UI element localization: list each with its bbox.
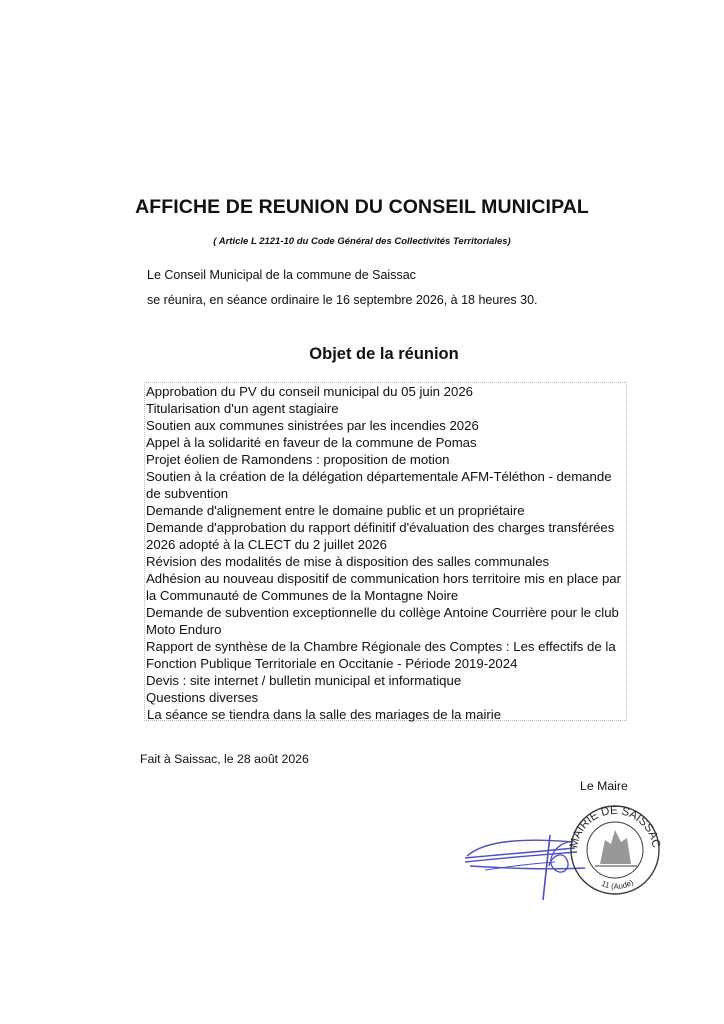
agenda-item: Soutien à la création de la délégation départementale AFM-Téléthon - demande — [146, 469, 612, 484]
agenda-item: Adhésion au nouveau dispositif de communication hors territoire mis en place par — [146, 571, 622, 586]
stamp-text: MAIRIE DE SAISSAC — [568, 804, 662, 850]
agenda-item: Demande de subvention exceptionnelle du collège Antoine Courrière pour le club — [146, 605, 619, 620]
date-place: Fait à Saissac, le 28 août 2026 — [140, 752, 309, 766]
signatory-title: Le Maire — [580, 779, 628, 793]
agenda-item: Fonction Publique Territoriale en Occitanie - Période 2019-2024 — [146, 656, 518, 671]
agenda-item: la Communauté de Communes de la Montagne Noire — [146, 588, 459, 603]
agenda-item: Soutien aux communes sinistrées par les incendies 2026 — [146, 418, 479, 433]
agenda-item: de subvention — [146, 486, 229, 501]
agenda-item: Questions diverses — [146, 690, 259, 705]
agenda-item: Appel à la solidarité en faveur de la commune de Pomas — [146, 435, 477, 450]
agenda-item: Titularisation d'un agent stagiaire — [146, 401, 339, 416]
stamp-bottom: 11 (Aude) — [600, 877, 636, 891]
agenda-item: Devis : site internet / bulletin municipal et informatique — [146, 673, 462, 688]
agenda-item: 2026 adopté à la CLECT du 2 juillet 2026 — [146, 537, 387, 552]
agenda-item: Moto Enduro — [146, 622, 222, 637]
objet-heading: Objet de la réunion — [309, 345, 459, 363]
signature-and-stamp — [455, 800, 675, 910]
mayor-stamp — [568, 805, 662, 894]
agenda-item: Approbation du PV du conseil municipal du 05 juin 2026 — [146, 384, 473, 399]
signature-graphic — [455, 800, 675, 910]
agenda-item: Révision des modalités de mise à disposition des salles communales — [146, 554, 550, 569]
agenda-item: Rapport de synthèse de la Chambre Régionale des Comptes : Les effectifs de la — [146, 639, 616, 654]
agenda-item: Demande d'alignement entre le domaine public et un propriétaire — [146, 503, 525, 518]
legal-reference: ( Article L 2121-10 du Code Général des Collectivités Territoriales) — [213, 236, 511, 247]
closing-statement: La séance se tiendra dans la salle des mariages de la mairie — [147, 707, 502, 722]
intro-line-1: Le Conseil Municipal de la commune de Saissac — [147, 268, 416, 282]
agenda-item: Projet éolien de Ramondens : proposition de motion — [146, 452, 450, 467]
page-title: AFFICHE DE REUNION DU CONSEIL MUNICIPAL — [135, 196, 589, 218]
intro-line-2: se réunira, en séance ordinaire le 16 septembre 2026, à 18 heures 30. — [147, 293, 538, 307]
agenda-item: Demande d'approbation du rapport définitif d'évaluation des charges transférées — [146, 520, 615, 535]
